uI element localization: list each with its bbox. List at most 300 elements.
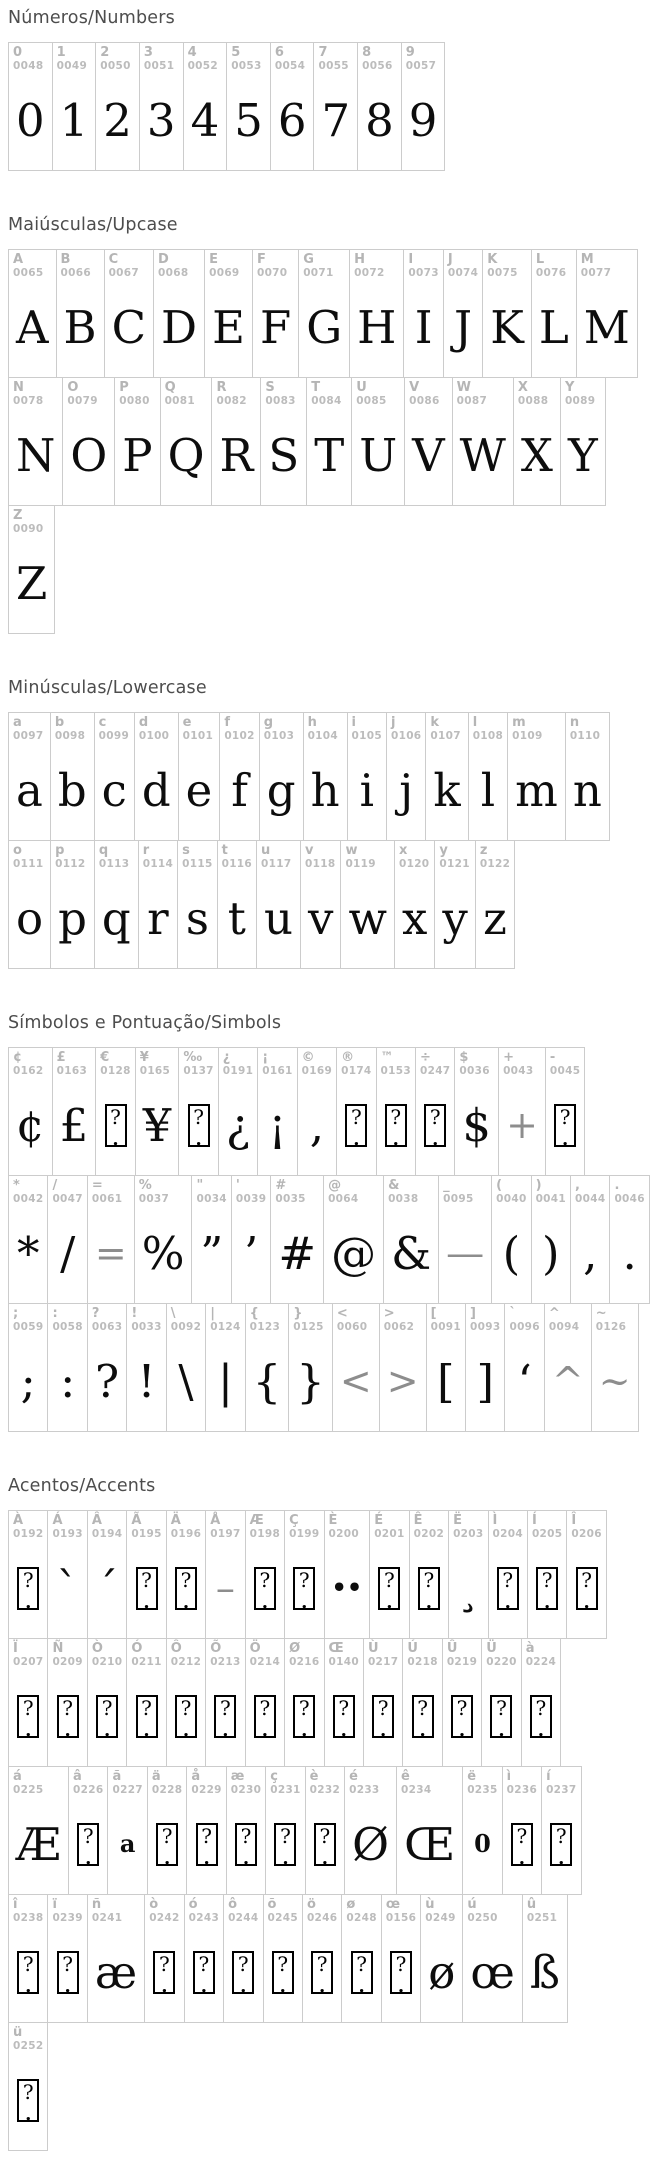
glyph-cell: [340, 840, 395, 969]
cell-header: [51, 841, 94, 874]
cell-code-label: 0207: [13, 1656, 44, 1668]
cell-char-label: {: [249, 1306, 259, 1321]
glyph-sample: L: [538, 300, 569, 354]
cell-header: [364, 1639, 402, 1672]
glyph-cell: [297, 1047, 337, 1176]
cell-header: [9, 250, 56, 283]
cell-char-label: ?: [91, 1306, 100, 1321]
cell-header: [358, 43, 401, 76]
glyph-sample: /: [60, 1226, 76, 1280]
missing-glyph-question: ?: [198, 1951, 210, 1976]
cell-char-label: g: [263, 715, 274, 730]
cell-char-label: 5: [231, 45, 241, 60]
glyph-cell: [217, 840, 257, 969]
cell-header: [9, 1895, 47, 1928]
glyph-sample: o: [16, 891, 44, 945]
glyph-sample: [482, 1672, 520, 1766]
cell-header: [48, 1639, 86, 1672]
cell-code-label: 0205: [531, 1528, 563, 1540]
cell-code-label: 0094: [548, 1321, 580, 1333]
cell-header: [449, 1511, 487, 1544]
missing-glyph-box: [412, 1695, 434, 1741]
glyph-row: [8, 2022, 47, 2151]
missing-glyph-box: [254, 1567, 276, 1613]
missing-glyph-question: ?: [496, 1695, 507, 1720]
cell-char-label: É: [374, 1513, 384, 1528]
cell-code-label: 0194: [91, 1528, 123, 1540]
section-title: Acentos/Accents: [8, 1476, 156, 1496]
glyph-sample: y: [442, 891, 468, 945]
glyph-cell: [252, 249, 299, 378]
cell-char-label: ô: [228, 1897, 237, 1912]
glyph-cell: [47, 1303, 87, 1432]
glyph-sample: [303, 1928, 341, 2022]
glyph-cell: [50, 712, 95, 841]
glyph-sample: –: [215, 1566, 235, 1610]
glyph-cell: [186, 1766, 226, 1895]
glyph-cell: [336, 1047, 376, 1176]
glyph-sample: [9, 1672, 47, 1766]
cell-char-label: Ó: [131, 1641, 143, 1656]
glyph-sample: [185, 1928, 223, 2022]
glyph-cell: [609, 1175, 649, 1304]
cell-code-label: 0247: [419, 1065, 451, 1077]
glyph-cell: [438, 1175, 492, 1304]
glyph-cell: [300, 840, 341, 969]
glyph-cell: [443, 249, 483, 378]
missing-glyph-question: ?: [502, 1567, 514, 1592]
missing-glyph-box: [314, 1823, 336, 1869]
missing-glyph-question: ?: [62, 1695, 74, 1720]
cell-char-label: á: [13, 1769, 22, 1784]
cell-char-label: Û: [446, 1641, 458, 1656]
missing-glyph-box: [576, 1567, 598, 1613]
missing-glyph-box: [17, 1695, 39, 1741]
missing-glyph-question: ?: [559, 1104, 571, 1129]
glyph-sample: ]: [476, 1354, 495, 1408]
glyph-sample: T: [314, 428, 345, 482]
glyph-sample: m: [515, 763, 558, 817]
cell-code-label: 0056: [362, 60, 393, 72]
missing-glyph-question: ?: [356, 1951, 367, 1976]
glyph-cell: [134, 712, 179, 841]
glyph-cell: [369, 1510, 409, 1639]
cell-code-label: 0244: [228, 1912, 259, 1924]
missing-glyph-box: [372, 1695, 394, 1741]
glyph-sample: 2: [103, 93, 132, 147]
cell-code-label: 0195: [131, 1528, 162, 1540]
cell-char-label: <: [336, 1306, 348, 1321]
cell-header: [167, 1304, 205, 1337]
missing-glyph-dot: .: [321, 1847, 329, 1869]
glyph-sample: [206, 1672, 244, 1766]
cell-code-label: 0058: [52, 1321, 83, 1333]
glyph-cell: [52, 42, 97, 171]
missing-glyph-box: [57, 1695, 79, 1741]
glyph-cell: [147, 1766, 187, 1895]
cell-code-label: 0046: [614, 1193, 645, 1205]
cell-header: [304, 713, 347, 746]
cell-code-label: 0243: [188, 1912, 220, 1924]
glyph-sample: ): [542, 1226, 560, 1280]
glyph-sample: [546, 1081, 584, 1175]
cell-char-label: ©: [301, 1050, 315, 1065]
cell-header: [348, 713, 386, 746]
glyph-sample: @: [331, 1226, 377, 1280]
cell-header: [192, 1176, 230, 1209]
glyph-sample: :: [60, 1354, 76, 1408]
cell-code-label: 0220: [486, 1656, 517, 1668]
cell-header: [532, 1176, 570, 1209]
cell-header: [48, 1895, 86, 1928]
section-numbers: [8, 8, 661, 171]
cell-header: [127, 1639, 165, 1672]
missing-glyph-dot: .: [112, 1128, 119, 1150]
glyph-cell: [62, 377, 115, 506]
missing-glyph-question: ?: [390, 1104, 402, 1129]
cell-header: [9, 1176, 47, 1209]
cell-header: [285, 1639, 323, 1672]
glyph-sample: [522, 1672, 560, 1766]
cell-code-label: 0108: [472, 730, 504, 742]
glyph-cell: [521, 1638, 561, 1767]
cell-header: [179, 713, 220, 746]
glyph-cell: [8, 377, 63, 506]
cell-header: [154, 250, 204, 283]
cell-char-label: À: [13, 1513, 24, 1528]
missing-glyph-box: [536, 1567, 558, 1613]
cell-header: [253, 250, 298, 283]
missing-glyph-box: [490, 1695, 512, 1741]
cell-header: [206, 1304, 244, 1337]
cell-code-label: 0097: [13, 730, 44, 742]
cell-code-label: 0062: [383, 1321, 415, 1333]
cell-header: [108, 1767, 146, 1800]
cell-header: [466, 1304, 504, 1337]
cell-code-label: 0239: [52, 1912, 83, 1924]
cell-char-label: Ö: [249, 1641, 261, 1656]
glyph-row: [8, 1638, 560, 1767]
cell-code-label: 0226: [73, 1784, 104, 1796]
cell-header: [325, 1639, 363, 1672]
glyph-cell: [8, 2022, 48, 2151]
glyph-cell: [47, 1175, 87, 1304]
cell-header: [9, 2023, 47, 2056]
cell-char-label: !: [131, 1306, 138, 1321]
cell-code-label: 0101: [182, 730, 214, 742]
missing-glyph-dot: .: [419, 1719, 426, 1741]
missing-glyph-box: [390, 1951, 412, 1997]
missing-glyph-box: [235, 1823, 257, 1869]
glyph-sample: b: [57, 763, 87, 817]
cell-code-label: 0092: [170, 1321, 202, 1333]
missing-glyph-question: ?: [159, 1951, 170, 1976]
glyph-cell: [394, 840, 435, 969]
cell-header: [220, 713, 258, 746]
cell-header: [105, 250, 153, 283]
cell-header: [303, 1895, 341, 1928]
cell-code-label: 0069: [209, 267, 240, 279]
cell-header: [307, 378, 351, 411]
cell-code-label: 0122: [479, 858, 511, 870]
section-title: Símbolos e Pontuação/Simbols: [8, 1013, 282, 1033]
cell-code-label: 0106: [390, 730, 422, 742]
glyph-sample: 1: [59, 93, 89, 147]
cell-header: [205, 250, 252, 283]
cell-code-label: 0042: [13, 1193, 44, 1205]
cell-code-label: 0225: [13, 1784, 44, 1796]
cell-char-label: 8: [362, 45, 372, 60]
glyph-sample: [167, 1544, 205, 1638]
glyph-sample: u: [264, 891, 294, 945]
glyph-sample: [528, 1544, 566, 1638]
cell-char-label: ï: [52, 1897, 57, 1912]
cell-char-label: Ù: [367, 1641, 379, 1656]
glyph-cell: [265, 1766, 305, 1895]
glyph-cell: [87, 1303, 127, 1432]
missing-glyph-dot: .: [182, 1719, 190, 1741]
glyph-cell: [475, 840, 515, 969]
glyph-sample: X: [520, 428, 553, 482]
cell-char-label: =: [91, 1178, 103, 1193]
cell-header: [9, 1639, 47, 1672]
glyph-cell: [386, 712, 426, 841]
glyph-cell: [107, 1766, 147, 1895]
cell-code-label: 0128: [100, 1065, 131, 1077]
cell-code-label: 0070: [256, 267, 288, 279]
glyph-cell: [442, 1638, 482, 1767]
cell-code-label: 0249: [425, 1912, 456, 1924]
cell-code-label: 0192: [13, 1528, 44, 1540]
missing-glyph-dot: .: [182, 1591, 190, 1613]
cell-code-label: 0119: [345, 858, 376, 870]
cell-header: [345, 1767, 396, 1800]
cell-header: [96, 1048, 134, 1081]
glyph-sample: ,: [583, 1226, 598, 1280]
missing-glyph-box: [254, 1695, 276, 1741]
cell-char-label: ¥: [139, 1050, 149, 1065]
cell-code-label: 0206: [571, 1528, 602, 1540]
glyph-sample: [227, 1800, 265, 1894]
glyph-sample: }: [296, 1354, 325, 1408]
cell-char-label: &: [388, 1178, 400, 1193]
cell-code-label: 0043: [503, 1065, 534, 1077]
glyph-cell: [134, 1175, 193, 1304]
missing-glyph-box: [311, 1951, 333, 1997]
cell-header: [285, 1511, 323, 1544]
glyph-cell: [95, 42, 140, 171]
cell-char-label: Î: [571, 1513, 577, 1528]
glyph-cell: [323, 1175, 384, 1304]
cell-code-label: 0088: [517, 395, 549, 407]
cell-char-label: M: [580, 252, 594, 267]
cell-code-label: 0093: [470, 1321, 501, 1333]
cell-char-label: ": [196, 1178, 204, 1193]
cell-code-label: 0095: [443, 1193, 474, 1205]
glyph-sample: N: [16, 428, 56, 482]
cell-char-label: ~: [595, 1306, 607, 1321]
glyph-sample: ”: [200, 1226, 224, 1280]
missing-glyph-box: [156, 1823, 178, 1869]
glyph-sample: ø: [428, 1945, 456, 1999]
cell-header: [382, 1895, 420, 1928]
cell-code-label: 0125: [293, 1321, 324, 1333]
glyph-cell: [114, 377, 160, 506]
cell-code-label: 0202: [413, 1528, 445, 1540]
missing-glyph-box: [136, 1695, 158, 1741]
glyph-sample: %: [141, 1226, 185, 1280]
glyph-cell: [544, 1303, 592, 1432]
cell-code-label: 0072: [354, 267, 385, 279]
missing-glyph-dot: .: [242, 1847, 250, 1869]
cell-char-label: P: [119, 380, 129, 395]
cell-char-label: T: [311, 380, 321, 395]
glyph-cell: [591, 1303, 639, 1432]
cell-header: [545, 1304, 591, 1337]
cell-char-label: Ï: [13, 1641, 18, 1656]
cell-code-label: 0242: [149, 1912, 180, 1924]
glyph-cell: [324, 1510, 371, 1639]
glyph-sample: ¸: [457, 1561, 480, 1615]
cell-char-label: ç: [270, 1769, 278, 1784]
cell-char-label: ë: [467, 1769, 477, 1784]
cell-code-label: 0079: [67, 395, 98, 407]
missing-glyph-box: [175, 1695, 197, 1741]
glyph-sample: 3: [146, 93, 176, 147]
cell-char-label: ¿: [222, 1050, 231, 1065]
missing-glyph-dot: .: [432, 1128, 439, 1150]
glyph-sample: Æ: [16, 1817, 62, 1871]
glyph-cell: [409, 1510, 449, 1639]
glyph-cell: [462, 1766, 502, 1895]
glyph-cell: [401, 42, 446, 171]
cell-header: [9, 1048, 52, 1081]
missing-glyph-dot: .: [103, 1719, 111, 1741]
missing-glyph-box: [293, 1567, 315, 1613]
cell-char-label: p: [55, 843, 65, 858]
cell-char-label: G: [303, 252, 314, 267]
cell-header: [9, 841, 50, 874]
missing-glyph-box: [345, 1104, 367, 1150]
glyph-sample: [489, 1544, 527, 1638]
cell-header: [592, 1304, 638, 1337]
cell-code-label: 0034: [196, 1193, 227, 1205]
glyph-cell: [324, 1638, 364, 1767]
cell-char-label: c: [98, 715, 107, 730]
cell-char-label: b: [54, 715, 65, 730]
glyph-sample: [48, 1928, 86, 2022]
cell-header: [96, 43, 139, 76]
cell-header: [145, 1895, 183, 1928]
missing-glyph-question: ?: [316, 1951, 328, 1976]
cell-char-label: a: [13, 715, 22, 730]
glyph-cell: [570, 1175, 610, 1304]
glyph-cell: [219, 712, 259, 841]
cell-header: [218, 841, 256, 874]
glyph-sample: [337, 1081, 375, 1175]
glyph-sample: ß: [529, 1945, 560, 1999]
cell-char-label: 6: [274, 45, 284, 60]
glyph-sample: [246, 1672, 284, 1766]
cell-code-label: 0047: [52, 1193, 83, 1205]
cell-code-label: 0234: [401, 1784, 432, 1796]
cell-code-label: 0081: [164, 395, 195, 407]
cell-char-label: o: [13, 843, 22, 858]
glyph-cell: [47, 1638, 87, 1767]
missing-glyph-question: ?: [22, 2079, 34, 2104]
cell-header: [48, 1511, 86, 1544]
cell-char-label: Ô: [170, 1641, 182, 1656]
glyph-cell: [347, 712, 387, 841]
cell-code-label: 0218: [407, 1656, 438, 1668]
missing-glyph-dot: .: [458, 1719, 466, 1741]
glyph-sample: [403, 1672, 441, 1766]
cell-header: [566, 713, 609, 746]
missing-glyph-dot: .: [64, 1975, 71, 1997]
glyph-sample: O: [70, 428, 108, 482]
missing-glyph-dot: .: [558, 1847, 565, 1869]
glyph-cell: [434, 840, 475, 969]
glyph-sample: ,: [309, 1098, 325, 1152]
glyph-sample: 9: [408, 93, 438, 147]
glyph-cell: [166, 1303, 206, 1432]
cell-header: [246, 1304, 289, 1337]
glyph-sample: ^: [551, 1359, 584, 1403]
glyph-cell: [94, 712, 135, 841]
glyph-cell: [491, 1175, 531, 1304]
cell-header: [352, 378, 404, 411]
cell-char-label: >: [383, 1306, 395, 1321]
cell-char-label: #: [275, 1178, 287, 1193]
missing-glyph-question: ?: [456, 1695, 468, 1720]
missing-glyph-box: [232, 1951, 254, 1997]
missing-glyph-box: [188, 1104, 210, 1150]
cell-header: [384, 1176, 438, 1209]
glyph-cell: [245, 1638, 285, 1767]
missing-glyph-box: [136, 1567, 158, 1613]
glyph-sample: E: [212, 300, 245, 354]
glyph-sample: 0: [474, 1829, 491, 1858]
missing-glyph-dot: .: [261, 1719, 268, 1741]
cell-code-label: 0231: [270, 1784, 301, 1796]
cell-header: [482, 1639, 520, 1672]
cell-header: [53, 43, 96, 76]
cell-char-label: -: [549, 1050, 556, 1065]
cell-code-label: 0169: [301, 1065, 333, 1077]
cell-code-label: 0100: [138, 730, 170, 742]
glyph-sample: [167, 1672, 205, 1766]
cell-header: [227, 1767, 265, 1800]
cell-header: [167, 1511, 205, 1544]
cell-code-label: 0121: [439, 858, 470, 870]
glyph-sample: d: [141, 763, 171, 817]
glyph-sample: w: [348, 891, 387, 945]
glyph-cell: [135, 1047, 180, 1176]
cell-char-label: ø: [346, 1897, 356, 1912]
glyph-cell: [357, 42, 402, 171]
cell-code-label: 0162: [13, 1065, 44, 1077]
cell-header: [179, 1048, 217, 1081]
cell-header: [370, 1511, 408, 1544]
glyph-cell: [259, 712, 304, 841]
cell-header: [410, 1511, 448, 1544]
cell-header: [264, 1895, 302, 1928]
glyph-cell: [47, 1510, 87, 1639]
glyph-sample: [325, 1672, 363, 1766]
cell-char-label: 9: [405, 45, 415, 60]
cell-char-label: Â: [91, 1513, 102, 1528]
cell-char-label: E: [209, 252, 218, 267]
